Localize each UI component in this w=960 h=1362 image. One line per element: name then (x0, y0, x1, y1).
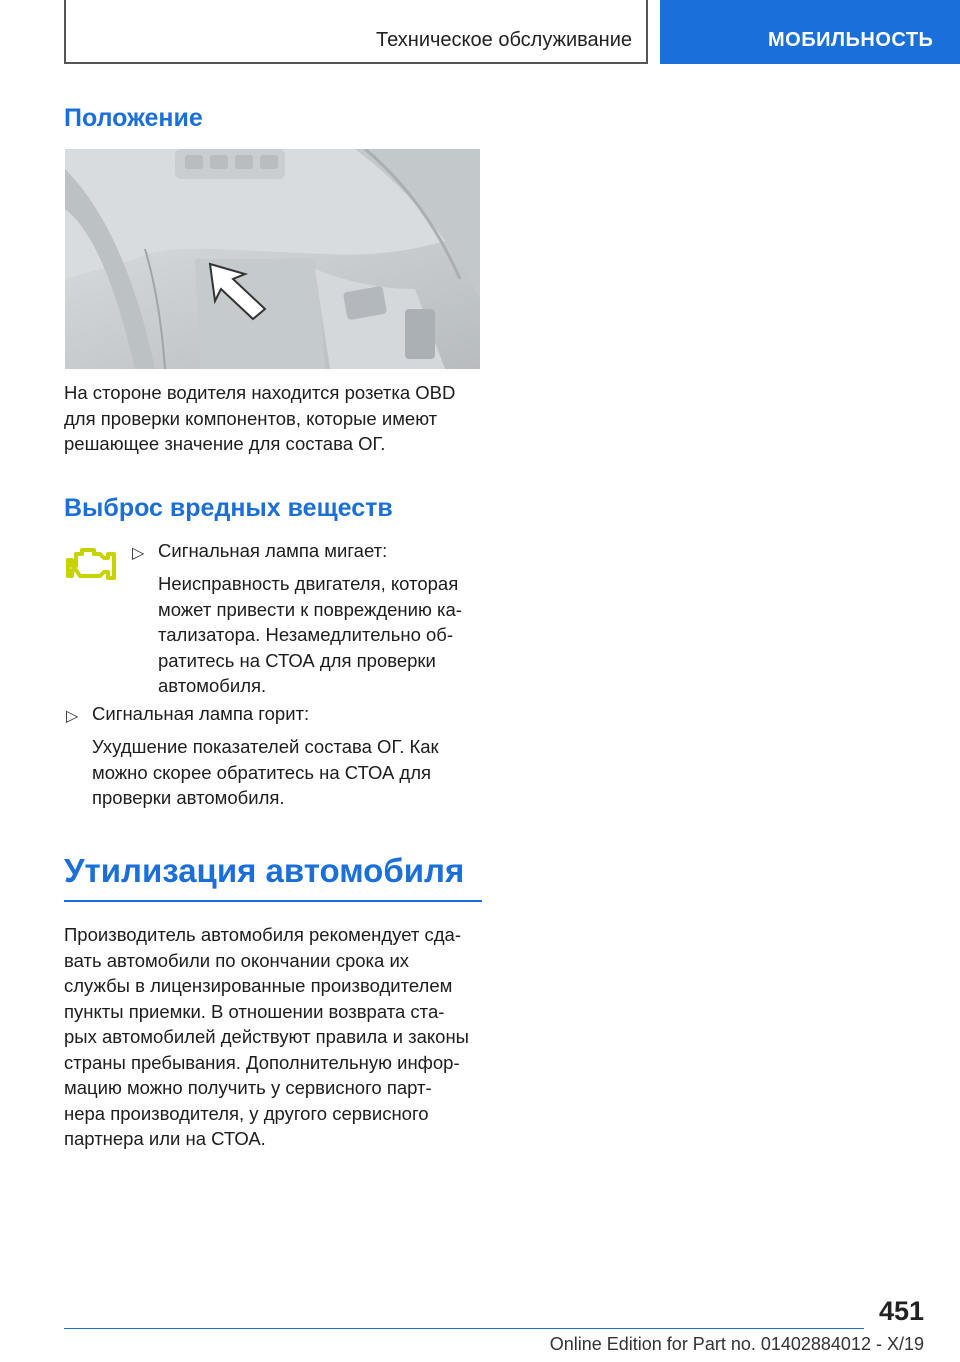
heading-emissions: Выброс вредных веществ (64, 494, 393, 522)
car-interior-drawing (65, 149, 480, 369)
emission-item-flashing-body: Неисправность двигателя, которая может привести к повреждению ка- тализатора. Незамедлительно об- ратитесь на СТОА для проверки автомобиля. (158, 573, 462, 696)
heading-disposal: Утилизация автомобиля (64, 852, 482, 902)
item-title: Сигнальная лампа горит: (92, 703, 310, 724)
emission-item-steady-body: Ухудшение показателей состава ОГ. Как можно скорее обратитесь на СТОА для проверки автомобиля. (92, 736, 439, 808)
header-section-title: Техническое обслуживание (376, 29, 632, 51)
item-title: Сигнальная лампа мигает: (158, 540, 388, 561)
bullet-icon: ▷ (132, 545, 145, 562)
header-section-box (64, 0, 648, 64)
heading-position: Положение (64, 104, 203, 132)
page-number: 451 (878, 1296, 924, 1326)
position-caption: На стороне водителя находится розетка OBD для проверки компонентов, которые имеют решающее значение для состава ОГ. (64, 382, 456, 454)
obd-location-illustration (65, 149, 480, 369)
emission-item-steady (92, 701, 309, 727)
chapter-badge: МОБИЛЬНОСТЬ (660, 0, 960, 64)
footer-divider (64, 1328, 864, 1329)
emission-item-flashing (158, 538, 387, 564)
bullet-icon: ▷ (66, 708, 79, 725)
disposal-body: Производитель автомобиля рекомендует сда- вать автомобили по окончании срока их службы в лицензированные производителем пункты приемки. В отношении возврата ста- рых автомобилей действуют правила и законы страны пребывания. Дополнительную инфор- мацию можно получить у сервисного парт- нера производителя, у другого сервисного партнера или на СТОА. (64, 924, 469, 1149)
edition-footer: Online Edition for Part no. 01402884012 - X/19 (549, 1334, 924, 1354)
engine-warning-icon (66, 544, 118, 584)
